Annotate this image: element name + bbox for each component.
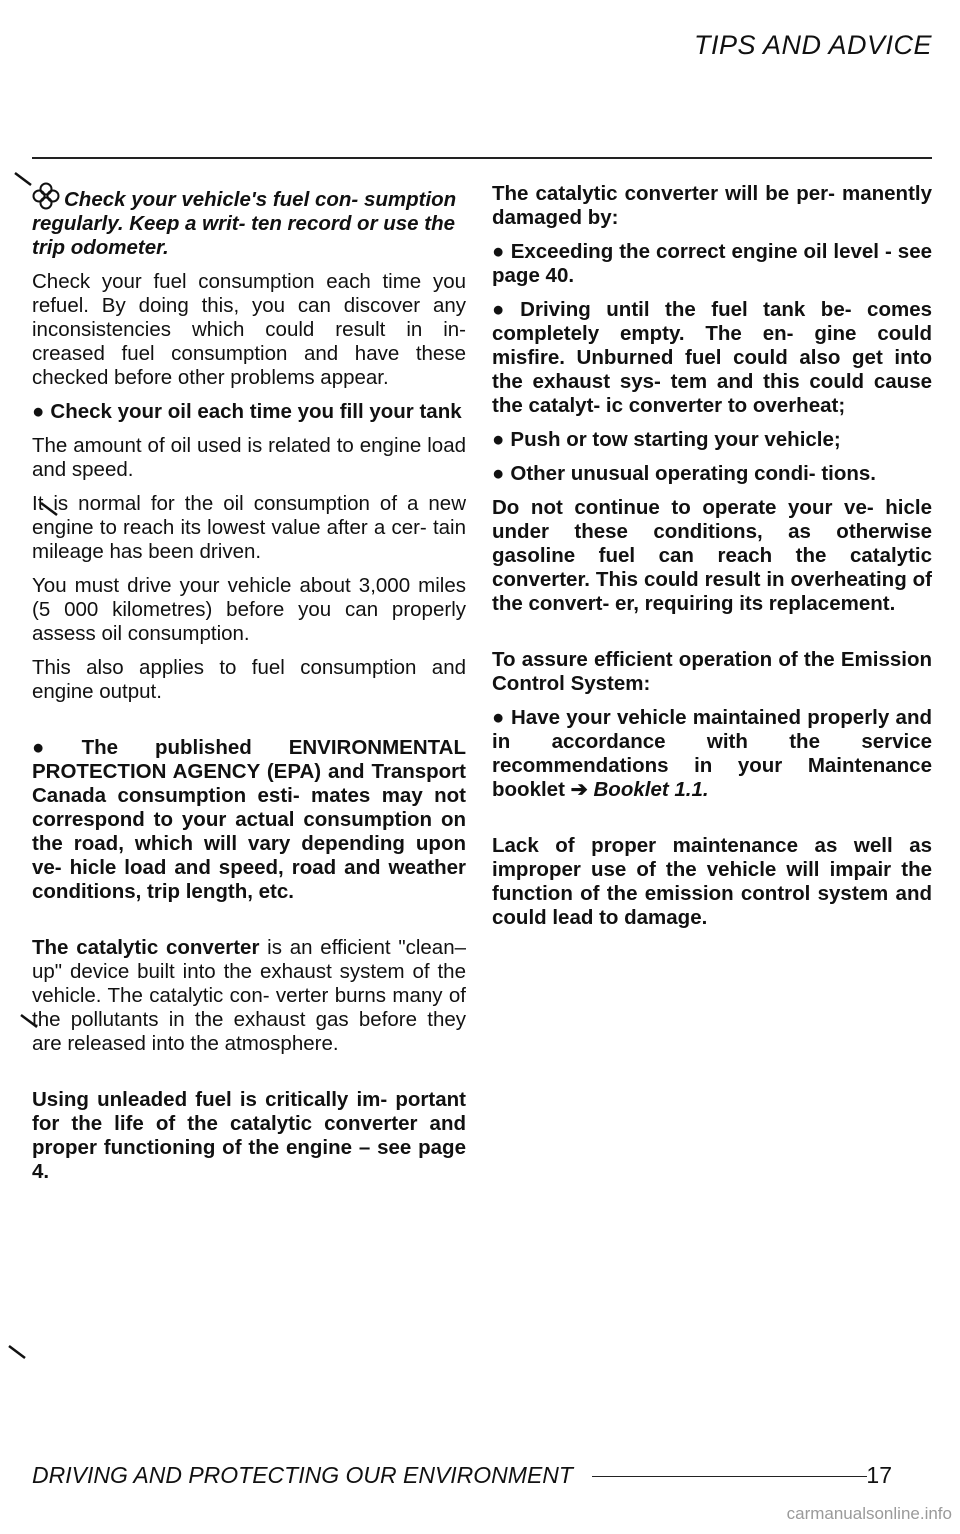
bullet-icon: ● — [492, 298, 515, 321]
damage-bullet-text: Push or tow starting your vehicle; — [510, 428, 841, 451]
bullet-icon: ● — [32, 736, 76, 759]
bullet-icon: ● — [32, 400, 45, 423]
damage-bullet-text: Other unusual operating condi- tions. — [510, 462, 876, 485]
bullet-icon: ● — [492, 706, 505, 729]
maintenance-text: Have your vehicle maintained properly and in accordance with the service recommendations in your Maintenance booklet — [492, 706, 932, 801]
bullet-icon: ● — [492, 240, 505, 263]
page-footer — [32, 1462, 892, 1492]
watermark: carmanualsonline.info — [786, 1504, 952, 1523]
emission-control-intro: To assure efficient operation of the Emission Control System: — [492, 648, 932, 695]
damage-bullet-text: Exceeding the correct engine oil level - see page 40. — [492, 240, 932, 287]
margin-mark-icon — [8, 1345, 26, 1359]
catalytic-converter-paragraph — [32, 936, 466, 1056]
header-divider — [32, 157, 932, 159]
damage-bullet-empty-tank — [492, 298, 932, 418]
fuel-consumption-paragraph: Check your fuel consumption each time you refuel. By doing this, you can discover any inconsistencies which could result in in- creased fuel consumption and have these checked before other problems appear. — [32, 270, 466, 389]
footer-divider — [592, 1476, 867, 1477]
oil-check-bullet — [32, 400, 466, 424]
booklet-reference[interactable]: Booklet 1.1. — [593, 778, 709, 801]
bullet-icon: ● — [492, 462, 505, 485]
oil-check-text: Check your oil each time you fill your tank — [50, 400, 462, 423]
epa-bullet — [32, 736, 466, 904]
oil-new-engine-paragraph: It is normal for the oil consumption of a new engine to reach its lowest value after a cer- tain mileage has been driven. — [32, 492, 466, 563]
clover-tip-icon — [32, 182, 60, 210]
tip-heading-text: Check your vehicle's fuel con- sumption regularly. Keep a writ- ten record or use the trip odometer. — [32, 188, 457, 259]
damage-intro: The catalytic converter will be per- manently damaged by: — [492, 182, 932, 229]
damage-bullet-text: Driving until the fuel tank be- comes completely empty. The en- gine could misfire. Unburned fuel could also get into the exhaust sys- tem and this could cause the catalyt- ic converter to overheat; — [492, 298, 932, 417]
maintenance-warning: Lack of proper maintenance as well as improper use of the vehicle will impair the function of the emission control system and could lead to damage. — [492, 834, 932, 929]
oil-assess-paragraph: You must drive your vehicle about 3,000 miles (5 000 kilometres) before you can properly assess oil consumption. — [32, 574, 466, 645]
bullet-icon: ● — [492, 428, 505, 451]
margin-mark-icon — [14, 172, 32, 186]
unleaded-fuel-note: Using unleaded fuel is critically im- portant for the life of the catalytic converter and proper functioning of the engine – see page 4. — [32, 1088, 466, 1183]
page-number: 17 — [866, 1462, 892, 1488]
maintenance-bullet — [492, 706, 932, 802]
fuel-output-paragraph: This also applies to fuel consumption and engine output. — [32, 656, 466, 703]
arrow-right-icon: ➔ — [570, 778, 588, 801]
epa-text: The published ENVIRONMENTAL PROTECTION AGENCY (EPA) and Transport Canada consumption esti- mates may not correspond to your actual consumption on the road, which will vary depending upon ve- hicle load and speed, road and weather conditions, trip length, etc. — [32, 736, 466, 903]
damage-bullet-oil-level — [492, 240, 932, 288]
damage-bullet-push-start — [492, 428, 932, 452]
catalytic-converter-description: is an efficient "clean–up" device built into the exhaust system of the vehicle. The catalytic con- verter burns many of the pollutants in the exhaust gas before they are released into the atmosphere. — [32, 936, 466, 1055]
damage-bullet-unusual — [492, 462, 932, 486]
oil-load-paragraph: The amount of oil used is related to engine load and speed. — [32, 434, 466, 481]
overheating-warning: Do not continue to operate your ve- hicle under these conditions, as otherwise gasoline fuel can reach the catalytic converter. This could result in overheating of the convert- er, requiring its replacement. — [492, 496, 932, 615]
tip-heading — [32, 182, 466, 260]
left-column — [32, 182, 466, 1194]
page-header-title: TIPS AND ADVICE — [693, 30, 932, 60]
right-column — [492, 182, 932, 940]
catalytic-converter-term: The catalytic converter — [32, 936, 260, 959]
footer-section-title: DRIVING AND PROTECTING OUR ENVIRONMENT — [32, 1462, 573, 1488]
